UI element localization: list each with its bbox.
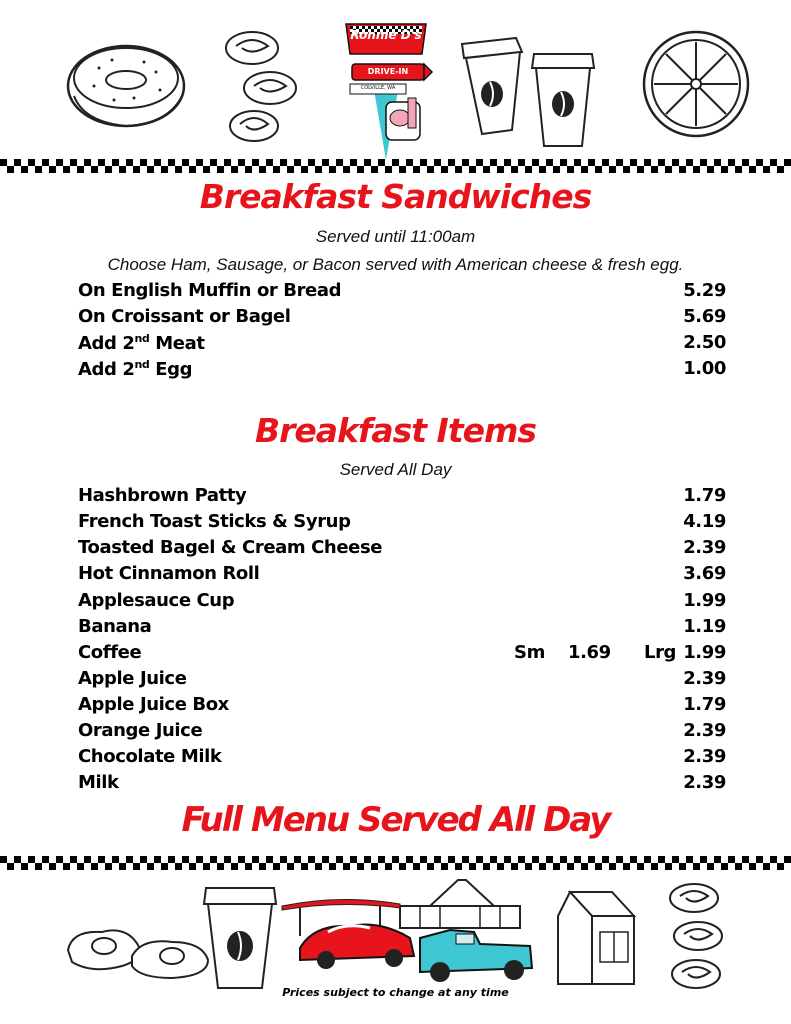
item-name: Banana <box>78 616 152 637</box>
items-subtitle: Served All Day <box>339 460 452 479</box>
menu-row <box>78 694 726 720</box>
menu-row <box>78 746 726 772</box>
item-name: French Toast Sticks & Syrup <box>78 511 351 532</box>
item-name: Applesauce Cup <box>78 590 235 611</box>
item-name: Apple Juice Box <box>78 694 229 715</box>
item-name: Coffee <box>78 642 142 663</box>
item-name: Toasted Bagel & Cream Cheese <box>78 537 383 558</box>
item-price: 2.50 <box>683 332 726 353</box>
menu-row <box>78 590 726 616</box>
menu-row-coffee <box>78 642 726 668</box>
menu-row <box>78 485 726 511</box>
fried-eggs-icon <box>62 922 212 982</box>
item-name: On English Muffin or Bread <box>78 280 342 301</box>
bagel-icon <box>64 38 194 138</box>
item-price: 2.39 <box>683 772 726 793</box>
item-name: Hot Cinnamon Roll <box>78 563 260 584</box>
sandwiches-subtitle: Served until 11:00am <box>315 227 476 246</box>
item-price: 1.79 <box>683 485 726 506</box>
menu-row <box>78 358 726 384</box>
full-menu-banner: Full Menu Served All Day <box>181 800 610 840</box>
checkered-border-bottom <box>0 856 791 870</box>
coffee-small-price: 1.69 <box>568 642 611 663</box>
item-price: 1.00 <box>683 358 726 379</box>
menu-row <box>78 772 726 798</box>
item-price: 1.99 <box>683 590 726 611</box>
menu-row <box>78 280 726 306</box>
cinnamon-rolls-icon <box>660 880 730 992</box>
item-name: Orange Juice <box>78 720 203 741</box>
item-name: Add 2nd Egg <box>78 358 193 380</box>
item-name: Add 2nd Meat <box>78 332 205 354</box>
orange-slice-icon <box>640 28 752 140</box>
items-title: Breakfast Items <box>254 411 537 450</box>
item-name: On Croissant or Bagel <box>78 306 291 327</box>
item-price: 2.39 <box>683 537 726 558</box>
menu-row <box>78 537 726 563</box>
item-name: Chocolate Milk <box>78 746 222 767</box>
item-price: 5.29 <box>683 280 726 301</box>
menu-row <box>78 616 726 642</box>
item-price: 5.69 <box>683 306 726 327</box>
menu-row <box>78 332 726 358</box>
classic-cars-drive-in-illustration <box>280 876 536 986</box>
price-disclaimer: Prices subject to change at any time <box>282 986 509 999</box>
logo-location: COLVILLE, WA <box>360 85 396 91</box>
coffee-large-label: Lrg <box>644 642 677 663</box>
item-price: 2.39 <box>683 668 726 689</box>
item-price: 1.79 <box>683 694 726 715</box>
item-price: 1.19 <box>683 616 726 637</box>
cinnamon-rolls-icon <box>222 26 312 146</box>
item-price: 4.19 <box>683 511 726 532</box>
logo-brand: Ronnie D's <box>350 28 422 42</box>
sandwiches-description: Choose Ham, Sausage, or Bacon served with American cheese & fresh egg. <box>107 255 684 274</box>
menu-row <box>78 306 726 332</box>
item-name: Milk <box>78 772 119 793</box>
item-price: 3.69 <box>683 563 726 584</box>
menu-row <box>78 668 726 694</box>
logo-tagline: DRIVE-IN <box>367 67 409 76</box>
coffee-small-label: Sm <box>514 642 545 663</box>
coffee-cups-icon <box>454 30 604 150</box>
item-price: 2.39 <box>683 746 726 767</box>
sandwiches-title: Breakfast Sandwiches <box>199 177 592 216</box>
item-name: Apple Juice <box>78 668 187 689</box>
milk-carton-icon <box>556 888 640 988</box>
item-name: Hashbrown Patty <box>78 485 247 506</box>
item-price: 2.39 <box>683 720 726 741</box>
menu-row <box>78 511 726 537</box>
checkered-border-top <box>0 159 791 173</box>
menu-row <box>78 563 726 589</box>
coffee-cup-icon <box>200 884 280 992</box>
menu-row <box>78 720 726 746</box>
coffee-large-price: 1.99 <box>683 642 726 663</box>
